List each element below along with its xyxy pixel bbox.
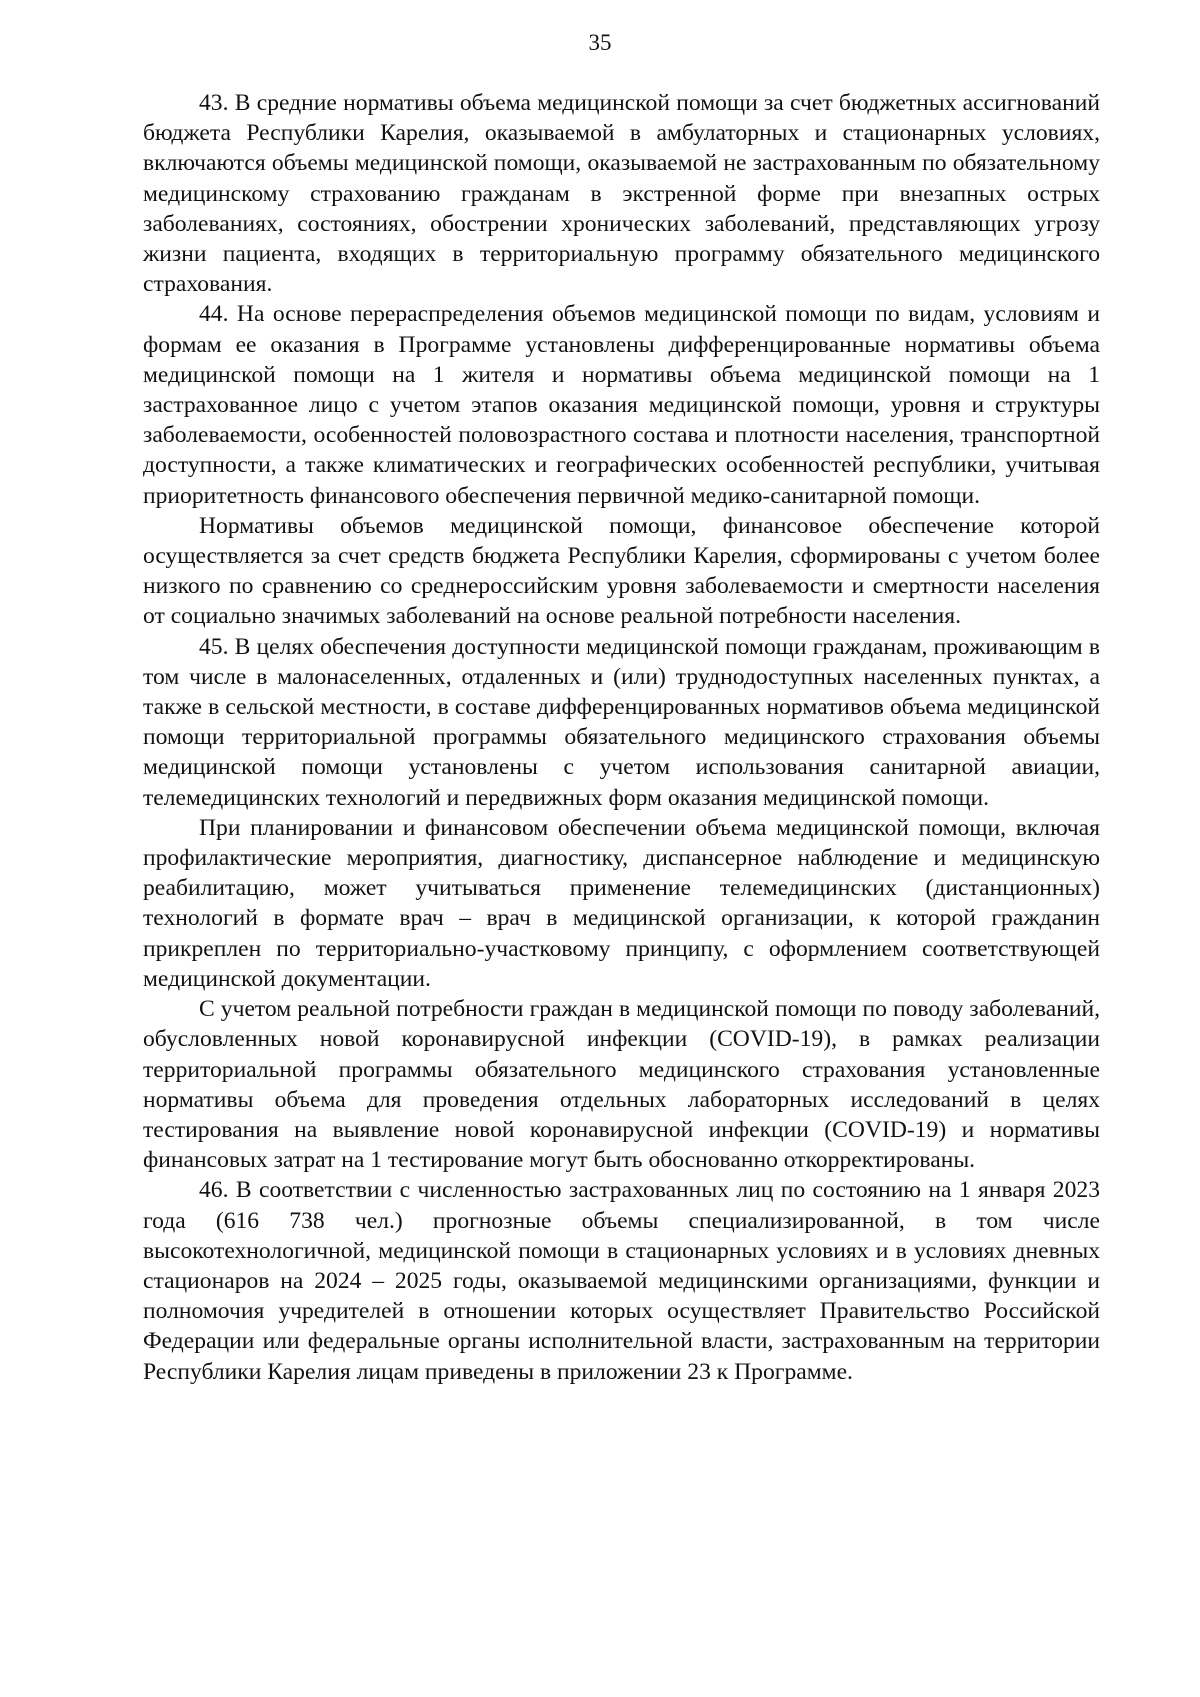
paragraph-46: 46. В соответствии с численностью застрахованных лиц по состоянию на 1 января 2023 года (616 738 чел.) прогнозные объемы специализированной, в том числе высокотехнологичной, медицинской помощи в стационарных условиях и в условиях дневных стационаров на 2024 – 2025 годы, оказываемой медицинскими организациями, функции и полномочия учредителей в отношении которых осуществляет Правительство Российской Федерации или федеральные органы исполнительной власти, застрахованным на территории Республики Карелия лицам приведены в приложении 23 к Программе.	[143, 1177, 1100, 1385]
paragraph-45: 45. В целях обеспечения доступности медицинской помощи гражданам, проживающим в том числе в малонаселенных, отдаленных и (или) труднодоступных населенных пунктах, а также в сельской местности, в составе дифференцированных нормативов объема медицинской помощи территориальной программы обязательного медицинского страхования объемы медицинской помощи установлены с учетом использования санитарной авиации, телемедицинских технологий и передвижных форм оказания медицинской помощи.	[143, 633, 1100, 811]
paragraph-44-volume-norms: Нормативы объемов медицинской помощи, финансовое обеспечение которой осуществляется за счет средств бюджета Республики Карелия, сформированы с учетом более низкого по сравнению со среднероссийским уровня заболеваемости и смертности населения от социально значимых заболеваний на основе реальной потребности населения.	[143, 512, 1100, 630]
paragraph-45-covid: С учетом реальной потребности граждан в медицинской помощи по поводу заболеваний, обусловленных новой коронавирусной инфекции (COVID-19), в рамках реализации территориальной программы обязательного медицинского страхования установленные нормативы объема для проведения отдельных лабораторных исследований в целях тестирования на выявление новой коронавирусной инфекции (COVID-19) и нормативы финансовых затрат на 1 тестирование могут быть обоснованно откорректированы.	[143, 996, 1100, 1174]
paragraph-43: 43. В средние нормативы объема медицинской помощи за счет бюджетных ассигнований бюджета Республики Карелия, оказываемой в амбулаторных и стационарных условиях, включаются объемы медицинской помощи, оказываемой не застрахованным по обязательному медицинскому страхованию гражданам в экстренной форме при внезапных острых заболеваниях, состояниях, обострении хронических заболеваний, представляющих угрозу жизни пациента, входящих в территориальную программу обязательного медицинского страхования.	[143, 90, 1100, 298]
page-number: 35	[588, 30, 612, 55]
document-body	[143, 88, 1100, 1387]
paragraph-44: 44. На основе перераспределения объемов медицинской помощи по видам, условиям и формам ее оказания в Программе установлены дифференцированные нормативы объема медицинской помощи на 1 жителя и нормативы объема медицинской помощи на 1 застрахованное лицо с учетом этапов оказания медицинской помощи, уровня и структуры заболеваемости, особенностей половозрастного состава и плотности населения, транспортной доступности, а также климатических и географических особенностей республики, учитывая приоритетность финансового обеспечения первичной медико-санитарной помощи.	[143, 301, 1100, 509]
paragraph-45-telemedicine: При планировании и финансовом обеспечении объема медицинской помощи, включая профилактические мероприятия, диагностику, диспансерное наблюдение и медицинскую реабилитацию, может учитываться применение телемедицинских (дистанционных) технологий в формате врач – врач в медицинской организации, к которой гражданин прикреплен по территориально-участковому принципу, с оформлением соответствующей медицинской документации.	[143, 814, 1100, 992]
